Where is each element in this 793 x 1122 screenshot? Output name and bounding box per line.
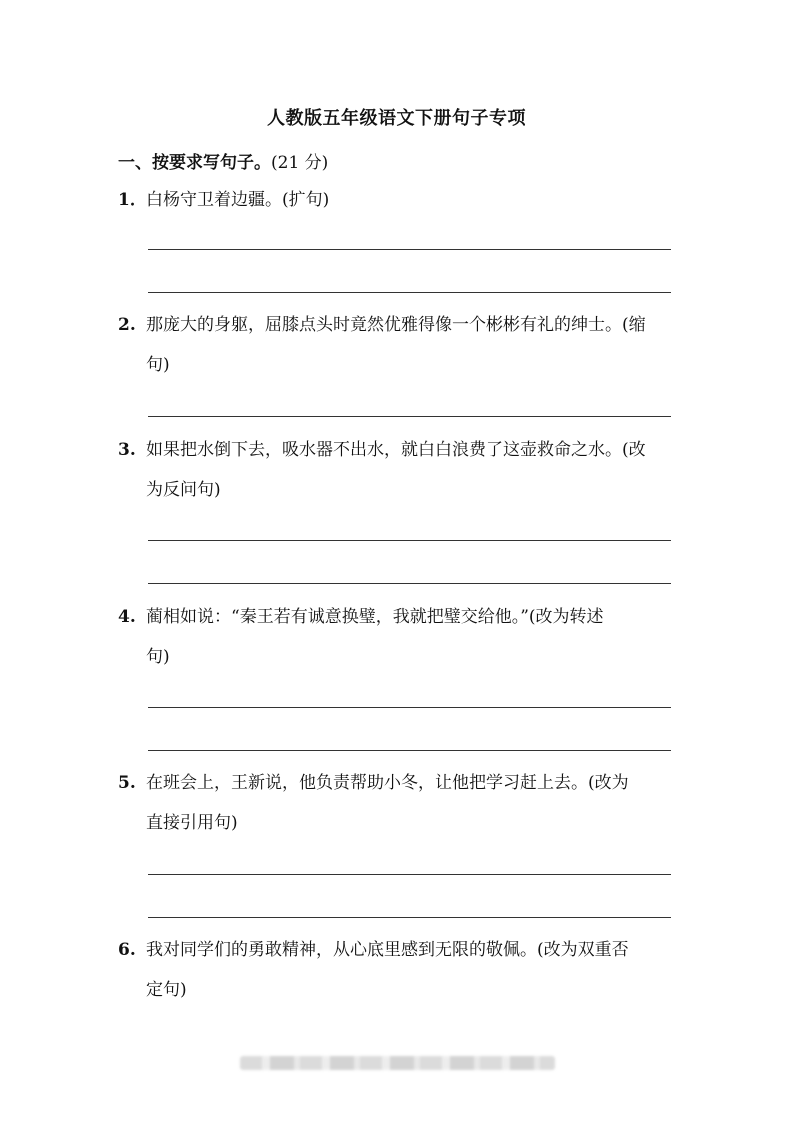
question-text: 如果把水倒下去，吸水器不出水，就白白浪费了这壶救命之水。(改 — [146, 440, 646, 460]
question-text-continued: 句) — [146, 647, 170, 667]
answer-line[interactable] — [148, 249, 671, 250]
question-text: 白杨守卫着边疆。(扩句) — [146, 190, 330, 210]
answer-line[interactable] — [148, 707, 671, 708]
question-text-continued: 句) — [146, 355, 170, 375]
answer-line[interactable] — [148, 874, 671, 875]
question-1 — [118, 180, 678, 220]
question-text: 那庞大的身躯，屈膝点头时竟然优雅得像一个彬彬有礼的绅士。(缩 — [146, 315, 646, 335]
question-number: 6. — [118, 940, 136, 960]
question-number: 2. — [118, 315, 136, 335]
question-3 — [118, 430, 678, 510]
answer-line[interactable] — [148, 292, 671, 293]
section-heading — [118, 148, 328, 173]
answer-line[interactable] — [148, 750, 671, 751]
question-number: 4. — [118, 607, 136, 627]
question-number: 1． — [118, 190, 147, 210]
answer-line[interactable] — [148, 917, 671, 918]
question-6 — [118, 930, 678, 1010]
question-text: 在班会上，王新说，他负责帮助小冬，让他把学习赶上去。(改为 — [146, 773, 629, 793]
question-text-continued: 直接引用句) — [146, 813, 238, 833]
question-4 — [118, 597, 678, 677]
section-score: (21 分) — [271, 153, 329, 173]
page-title: 人教版五年级语文下册句子专项 — [267, 108, 526, 129]
answer-line[interactable] — [148, 540, 671, 541]
question-text-continued: 为反问句) — [146, 480, 221, 500]
answer-line[interactable] — [148, 416, 671, 417]
question-text-continued: 定句) — [146, 980, 187, 1000]
question-number: 3. — [118, 440, 136, 460]
section-label: 一、按要求写句子。 — [118, 153, 271, 173]
question-2 — [118, 305, 678, 385]
question-5 — [118, 763, 678, 843]
question-text: 我对同学们的勇敢精神，从心底里感到无限的敬佩。(改为双重否 — [146, 940, 629, 960]
question-text: 蔺相如说：“秦王若有诚意换璧，我就把璧交给他。”(改为转述 — [146, 607, 604, 627]
question-number: 5. — [118, 773, 136, 793]
answer-line[interactable] — [148, 583, 671, 584]
blurred-footer-watermark — [240, 1056, 555, 1070]
